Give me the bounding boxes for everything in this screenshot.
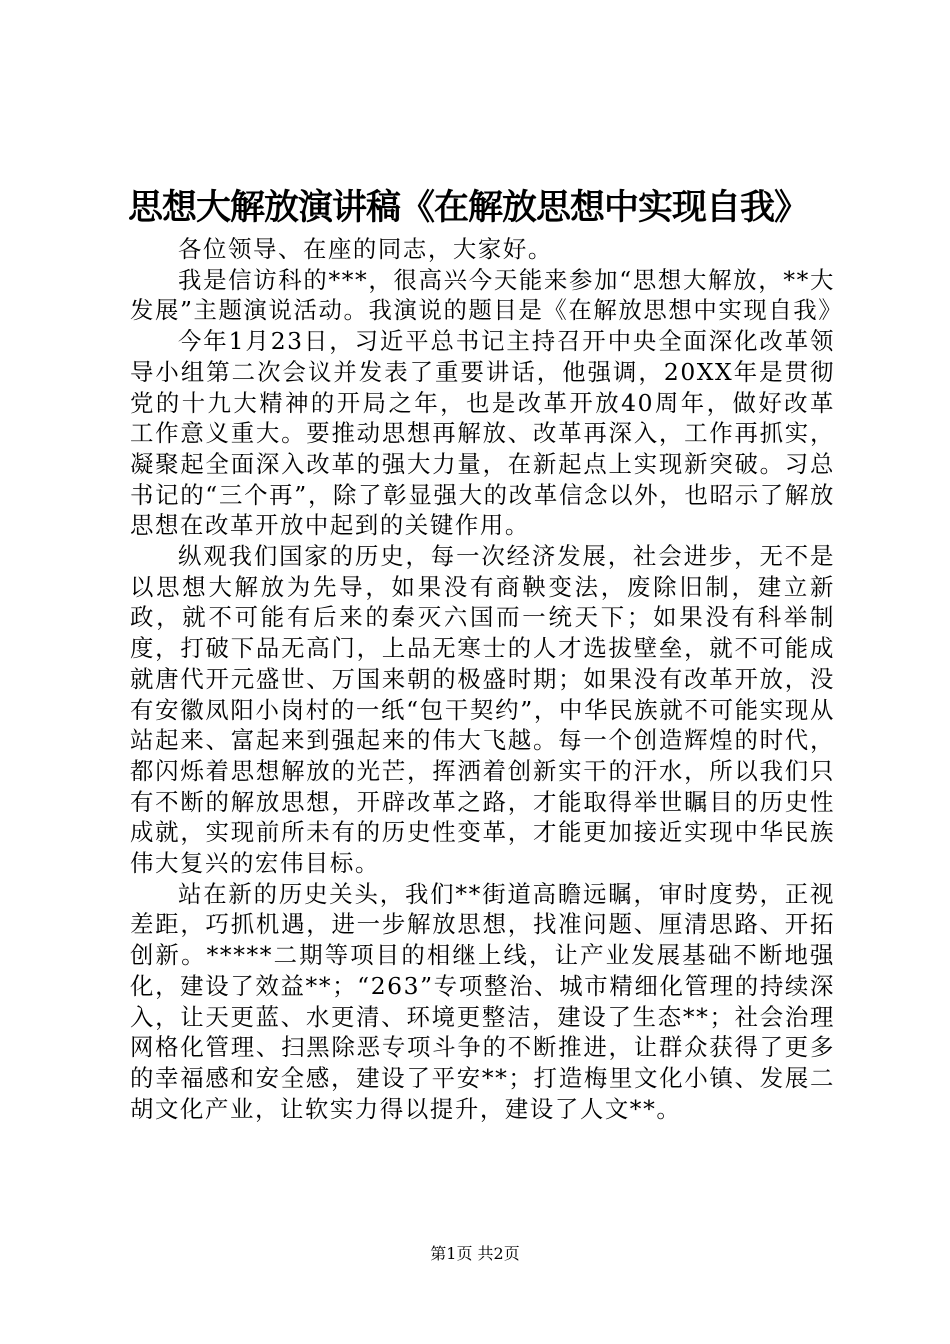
paragraph-speech-quote: 今年1月23日，习近平总书记主持召开中央全面深化改革领导小组第二次会议并发表了重要讲话，他强调，20XX年是贯彻党的十九大精神的开局之年，也是改革开放40周年，做好改革工作意义重大。要推动思想再解放、改革再深入，工作再抓实，凝聚起全面深入改革的强大力量，在新起点上实现新突破。习总书记的“三个再”，除了彰显强大的改革信念以外，也昭示了解放思想在改革开放中起到的关键作用。 — [130, 327, 835, 540]
paragraph-history: 纵观我们国家的历史，每一次经济发展，社会进步，无不是以思想大解放为先导，如果没有商鞅变法，废除旧制，建立新政，就不可能有后来的秦灭六国而一统天下；如果没有科举制度，打破下品无高门，上品无寒士的人才选拔壁垒，就不可能成就唐代开元盛世、万国来朝的极盛时期；如果没有改革开放，没有安徽凤阳小岗村的一纸“包干契约”，中华民族就不可能实现从站起来、富起来到强起来的伟大飞越。每一个创造辉煌的时代，都闪烁着思想解放的光芒，挥洒着创新实干的汗水，所以我们只有不断的解放思想，开辟改革之路，才能取得举世瞩目的历史性成就，实现前所未有的历史性变革，才能更加接近实现中华民族伟大复兴的宏伟目标。 — [130, 542, 835, 878]
document-body — [130, 234, 844, 1124]
paragraph-introduction: 我是信访科的***，很高兴今天能来参加“思想大解放，**大发展”主题演说活动。我演说的题目是《在解放思想中实现自我》 — [130, 265, 844, 325]
paragraph-greeting: 各位领导、在座的同志，大家好。 — [178, 235, 553, 263]
document-title: 思想大解放演讲稿《在解放思想中实现自我》 — [128, 188, 809, 228]
paragraph-local-progress: 站在新的历史关头，我们**街道高瞻远瞩，审时度势，正视差距，巧抓机遇，进一步解放思想，找准问题、厘清思路、开拓创新。*****二期等项目的相继上线，让产业发展基础不断地强化，建设了效益**；“263”专项整治、城市精细化管理的持续深入，让天更蓝、水更清、环境更整洁，建设了生态**；社会治理网格化管理、扫黑除恶专项斗争的不断推进，让群众获得了更多的幸福感和安全感，建设了平安**；打造梅里文化小镇、发展二胡文化产业，让软实力得以提升，建设了人文**。 — [130, 879, 835, 1123]
page-footer: 第1页 共2页 — [430, 1244, 520, 1263]
